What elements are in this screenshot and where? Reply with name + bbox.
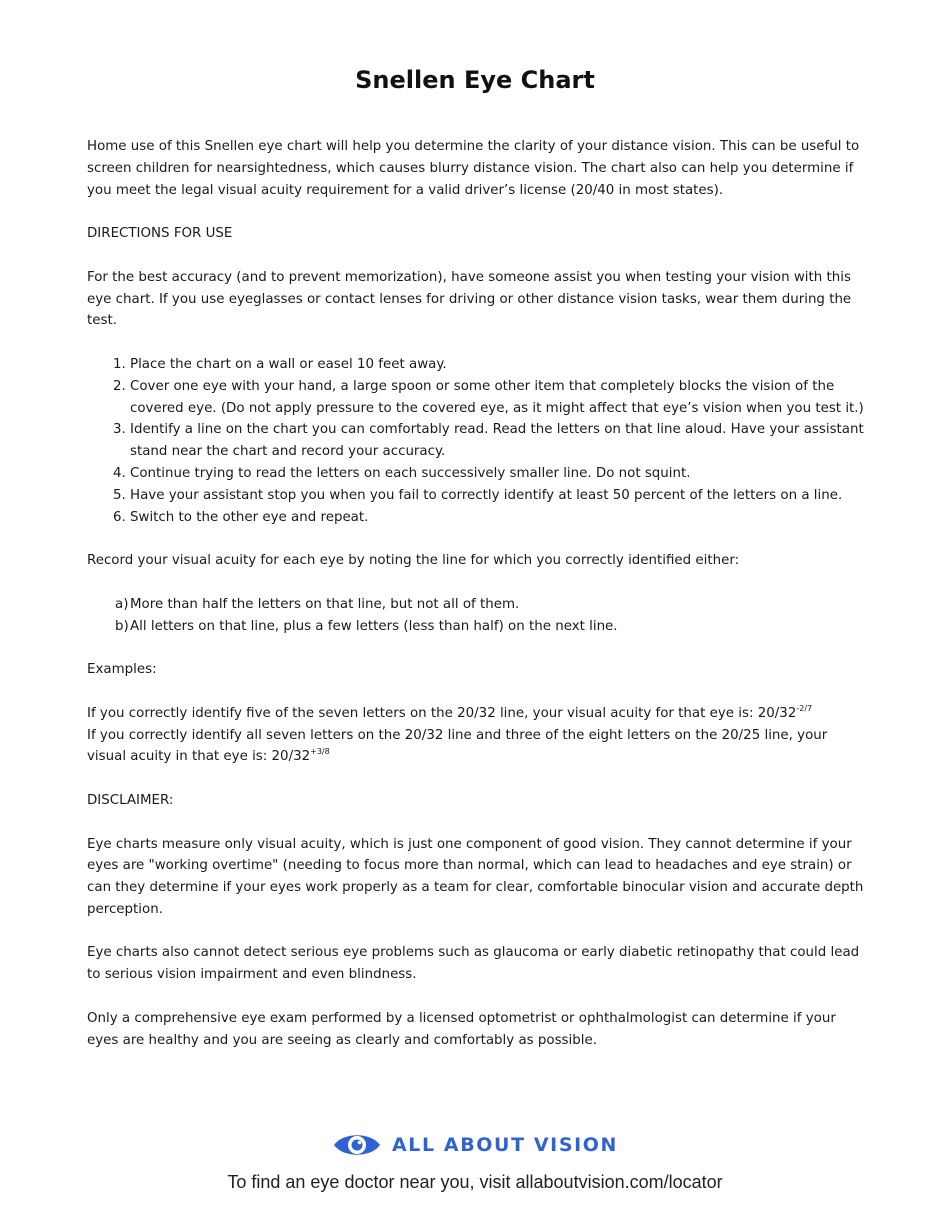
eye-icon xyxy=(332,1129,382,1161)
footer-text: To find an eye doctor near you, visit allaboutvision.com/locator xyxy=(227,1172,723,1192)
document-body xyxy=(87,136,869,1073)
disclaimer-paragraph: Eye charts also cannot detect serious eye problems such as glaucoma or early diabetic retinopathy that could lead to serious vision impairment and even blindness. xyxy=(87,945,860,983)
brand-logo xyxy=(0,1126,950,1164)
example-2-text: If you correctly identify all seven letters on the 20/32 line and three of the eight letters on the 20/25 line, your visual acuity in that eye is: 20/32 xyxy=(87,727,828,765)
list-item: 6. Switch to the other eye and repeat. xyxy=(130,507,869,529)
list-marker: b) xyxy=(115,618,129,634)
example-2 xyxy=(87,725,869,769)
directions-paragraph: For the best accuracy (and to prevent memorization), have someone assist you when testing your vision with this eye chart. If you use eyeglasses or contact lenses for driving or other distance vision tasks, wear them during the test. xyxy=(87,269,852,329)
brand-name: ALL ABOUT VISION xyxy=(391,1134,619,1156)
directions-heading: DIRECTIONS FOR USE xyxy=(87,226,233,242)
list-item: 4. Continue trying to read the letters on each successively smaller line. Do not squint. xyxy=(130,463,869,485)
disclaimer-paragraph: Only a comprehensive eye exam performed by a licensed optometrist or ophthalmologist can determine if your eyes are healthy and you are seeing as clearly and comfortably as possible. xyxy=(87,1010,836,1048)
record-paragraph: Record your visual acuity for each eye by noting the line for which you correctly identified either: xyxy=(87,553,740,569)
list-item-text: All letters on that line, plus a few letters (less than half) on the next line. xyxy=(130,618,618,634)
list-item xyxy=(115,616,869,638)
disclaimer-heading: DISCLAIMER: xyxy=(87,792,174,808)
examples-heading: Examples: xyxy=(87,662,157,678)
page-title: Snellen Eye Chart xyxy=(355,66,595,94)
criteria-list xyxy=(87,594,869,638)
example-2-superscript: +3/8 xyxy=(310,747,330,757)
list-item: 2. Cover one eye with your hand, a large spoon or some other item that completely blocks the vision of the covered eye. (Do not apply pressure to the covered eye, as it might affect that eye’s vision when you test it.) xyxy=(130,376,869,420)
example-1 xyxy=(87,703,869,725)
list-item-text: More than half the letters on that line, but not all of them. xyxy=(130,596,520,612)
disclaimer-paragraph: Eye charts measure only visual acuity, which is just one component of good vision. They cannot determine if your eyes are "working overtime" (needing to focus more than normal, which can lead to headaches and eye strain) or can they determine if your eyes work properly as a team for clear, comfortable binocular vision and accurate depth perception. xyxy=(87,836,864,917)
list-item: 3. Identify a line on the chart you can comfortably read. Read the letters on that line aloud. Have your assistant stand near the chart and record your accuracy. xyxy=(130,419,869,463)
intro-paragraph: Home use of this Snellen eye chart will help you determine the clarity of your distance vision. This can be useful to screen children for nearsightedness, which causes blurry distance vision. The chart also can help you determine if you meet the legal visual acuity requirement for a valid driver’s license (20/40 in most states). xyxy=(87,139,860,198)
list-marker: a) xyxy=(115,596,129,612)
example-1-text: If you correctly identify five of the seven letters on the 20/32 line, your visual acuity for that eye is: 20/32 xyxy=(87,705,797,721)
steps-list xyxy=(87,354,869,528)
list-item: 1. Place the chart on a wall or easel 10 feet away. xyxy=(130,354,869,376)
example-1-superscript: -2/7 xyxy=(796,703,813,713)
list-item: 5. Have your assistant stop you when you fail to correctly identify at least 50 percent of the letters on a line. xyxy=(130,485,869,507)
list-item xyxy=(115,594,869,616)
